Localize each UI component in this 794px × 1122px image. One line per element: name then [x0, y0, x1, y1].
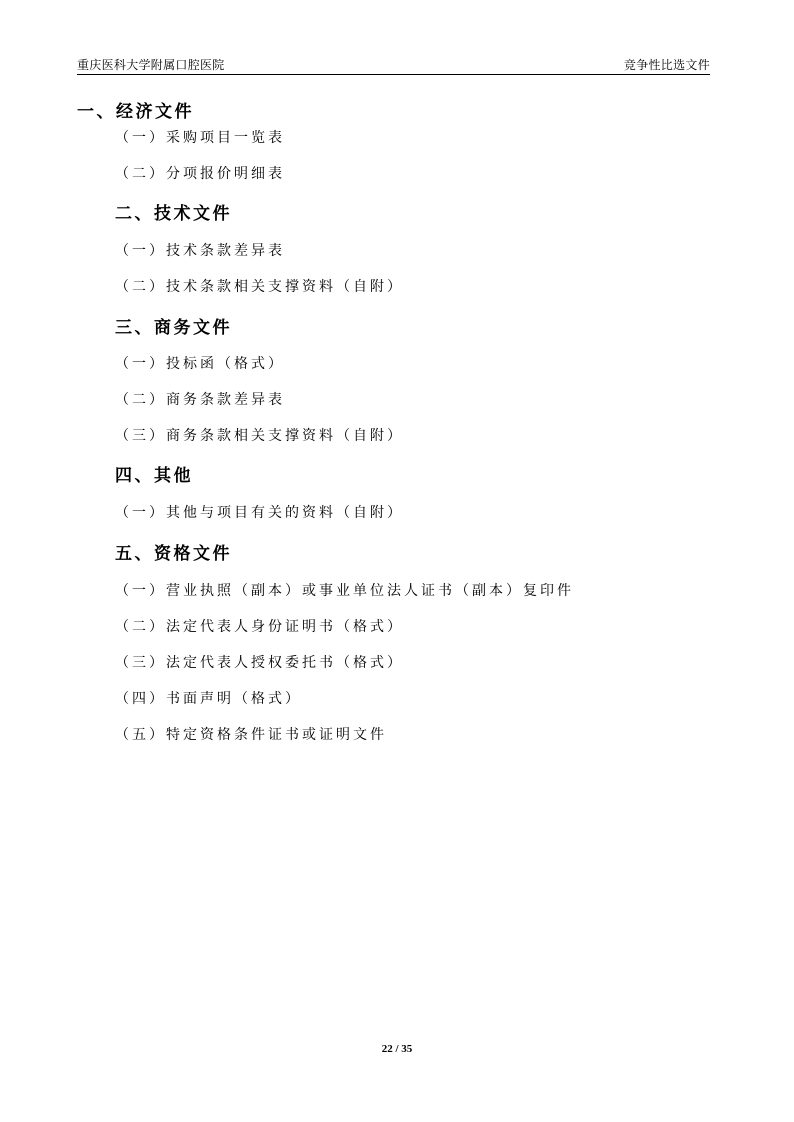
- page-header: [77, 54, 710, 75]
- section-item: （一）技术条款差异表: [115, 243, 285, 259]
- section-item: （四）书面声明（格式）: [115, 691, 302, 707]
- section-item: （二）商务条款差异表: [115, 392, 285, 408]
- section-item: （一）采购项目一览表: [115, 130, 285, 146]
- header-institution-name: 重庆医科大学附属口腔医院: [77, 58, 225, 72]
- section-title: 二、技术文件: [115, 204, 232, 224]
- header-document-title: 竞争性比选文件: [623, 58, 710, 72]
- page-number: 22 / 35: [381, 1043, 413, 1055]
- section-title: 四、其他: [115, 466, 193, 486]
- section-item: （三）商务条款相关支撑资料（自附）: [115, 428, 404, 444]
- section-item: （一）投标函（格式）: [115, 356, 285, 372]
- section-title: 三、商务文件: [115, 318, 232, 338]
- section-item: （一）营业执照（副本）或事业单位法人证书（副本）复印件: [115, 583, 574, 599]
- section-item: （五）特定资格条件证书或证明文件: [115, 727, 387, 743]
- section-title: 五、资格文件: [115, 544, 232, 564]
- section-item: （二）法定代表人身份证明书（格式）: [115, 619, 404, 635]
- section-item: （二）技术条款相关支撑资料（自附）: [115, 279, 404, 295]
- section-title: 一、经济文件: [77, 102, 194, 122]
- section-item: （二）分项报价明细表: [115, 166, 285, 182]
- section-item: （三）法定代表人授权委托书（格式）: [115, 655, 404, 671]
- section-item: （一）其他与项目有关的资料（自附）: [115, 505, 404, 521]
